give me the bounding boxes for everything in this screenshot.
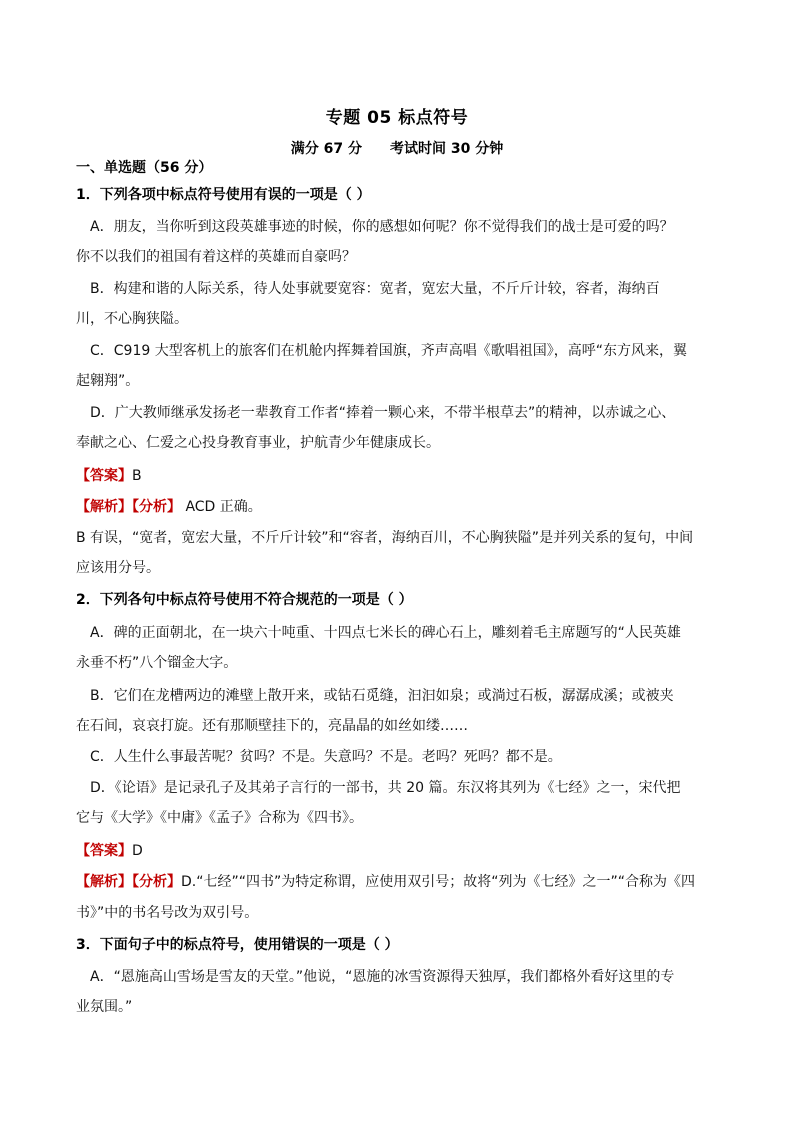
analysis-text: 应该用分号。: [76, 560, 160, 576]
question-stem: 1．下列各项中标点符号使用有误的一项是（ ）: [76, 187, 371, 203]
option-c: C．C919 大型客机上的旅客们在机舱内挥舞着国旗，齐声高唱《歌唱祖国》，高呼“东方风来，翼: [90, 343, 687, 359]
analysis-text: ACD 正确。: [181, 499, 262, 515]
section-heading: 一、单选题（56 分）: [76, 160, 213, 176]
answer-line: [76, 466, 142, 486]
option-b-cont: 川，不心胸狭隘。: [76, 311, 188, 327]
exam-time: 考试时间 30 分钟: [390, 141, 504, 157]
exam-meta: [0, 138, 794, 158]
option-c: C．人生什么事最苦呢？贫吗？不是。失意吗？不是。老吗？死吗？都不是。: [90, 749, 562, 765]
option-a: A．朋友，当你听到这段英雄事迹的时候，你的感想如何呢？你不觉得我们的战士是可爱的吗？: [90, 219, 674, 235]
analysis-text: 书》”中的书名号改为双引号。: [76, 905, 259, 921]
analysis-label: 【解析】【分析】: [76, 874, 181, 890]
option-d: D．《论语》是记录孔子及其弟子言行的一部书，共 20 篇。东汉将其列为《七经》之一，宋代把: [90, 780, 681, 796]
question-stem: 3．下面句子中的标点符号，使用错误的一项是（ ）: [76, 937, 399, 953]
option-b: B．它们在龙槽两边的滩壁上散开来，或钻石觅缝，汩汩如泉；或淌过石板，潺潺成溪；或被夹: [90, 688, 674, 704]
option-a-cont: 永垂不朽”八个镏金大字。: [76, 655, 238, 671]
option-b: B．构建和谐的人际关系，待人处事就要宽容：宽者，宽宏大量，不斤斤计较，容者，海纳百: [90, 281, 660, 297]
answer-value: B: [132, 468, 142, 484]
option-b-cont: 在石间，哀哀打旋。还有那顺壁挂下的，亮晶晶的如丝如缕……: [76, 718, 468, 734]
option-d: D．广大教师继承发扬老一辈教育工作者“捧着一颗心来，不带半根草去”的精神，以赤诚之心、: [90, 405, 676, 421]
answer-label: 【答案】: [76, 468, 132, 484]
answer-label: 【答案】: [76, 843, 132, 859]
analysis-label: 【解析】【分析】: [76, 499, 181, 515]
option-a-cont: 你不以我们的祖国有着这样的英雄而自豪吗？: [76, 249, 356, 265]
option-c-cont: 起翱翔”。: [76, 373, 140, 389]
answer-value: D: [132, 843, 143, 859]
document-title: 专题 05 标点符号: [325, 108, 469, 128]
analysis-text: B 有误，“宽者，宽宏大量，不斤斤计较”和“容者，海纳百川，不心胸狭隘”是并列关系的复句，中间: [76, 530, 694, 546]
option-a: A．“恩施高山雪场是雪友的天堂。”他说，“恩施的冰雪资源得天独厚，我们都格外看好这里的专: [90, 969, 675, 985]
analysis-line: [76, 872, 695, 892]
analysis-line: [76, 497, 262, 517]
answer-line: [76, 841, 143, 861]
question-stem: 2．下列各句中标点符号使用不符合规范的一项是（ ）: [76, 592, 413, 608]
option-d-cont: 它与《大学》《中庸》《孟子》合称为《四书》。: [76, 810, 363, 826]
option-d-cont: 奉献之心、仁爱之心投身教育事业，护航青少年健康成长。: [76, 435, 440, 451]
option-a-cont: 业氛围。”: [76, 999, 133, 1015]
full-score: 满分 67 分: [290, 141, 362, 157]
option-a: A．碑的正面朝北，在一块六十吨重、十四点七米长的碑心石上，雕刻着毛主席题写的“人民英雄: [90, 625, 681, 641]
analysis-text: D.“七经”“四书”为特定称谓，应使用双引号；故将“列为《七经》之一”“合称为《四: [181, 874, 695, 890]
